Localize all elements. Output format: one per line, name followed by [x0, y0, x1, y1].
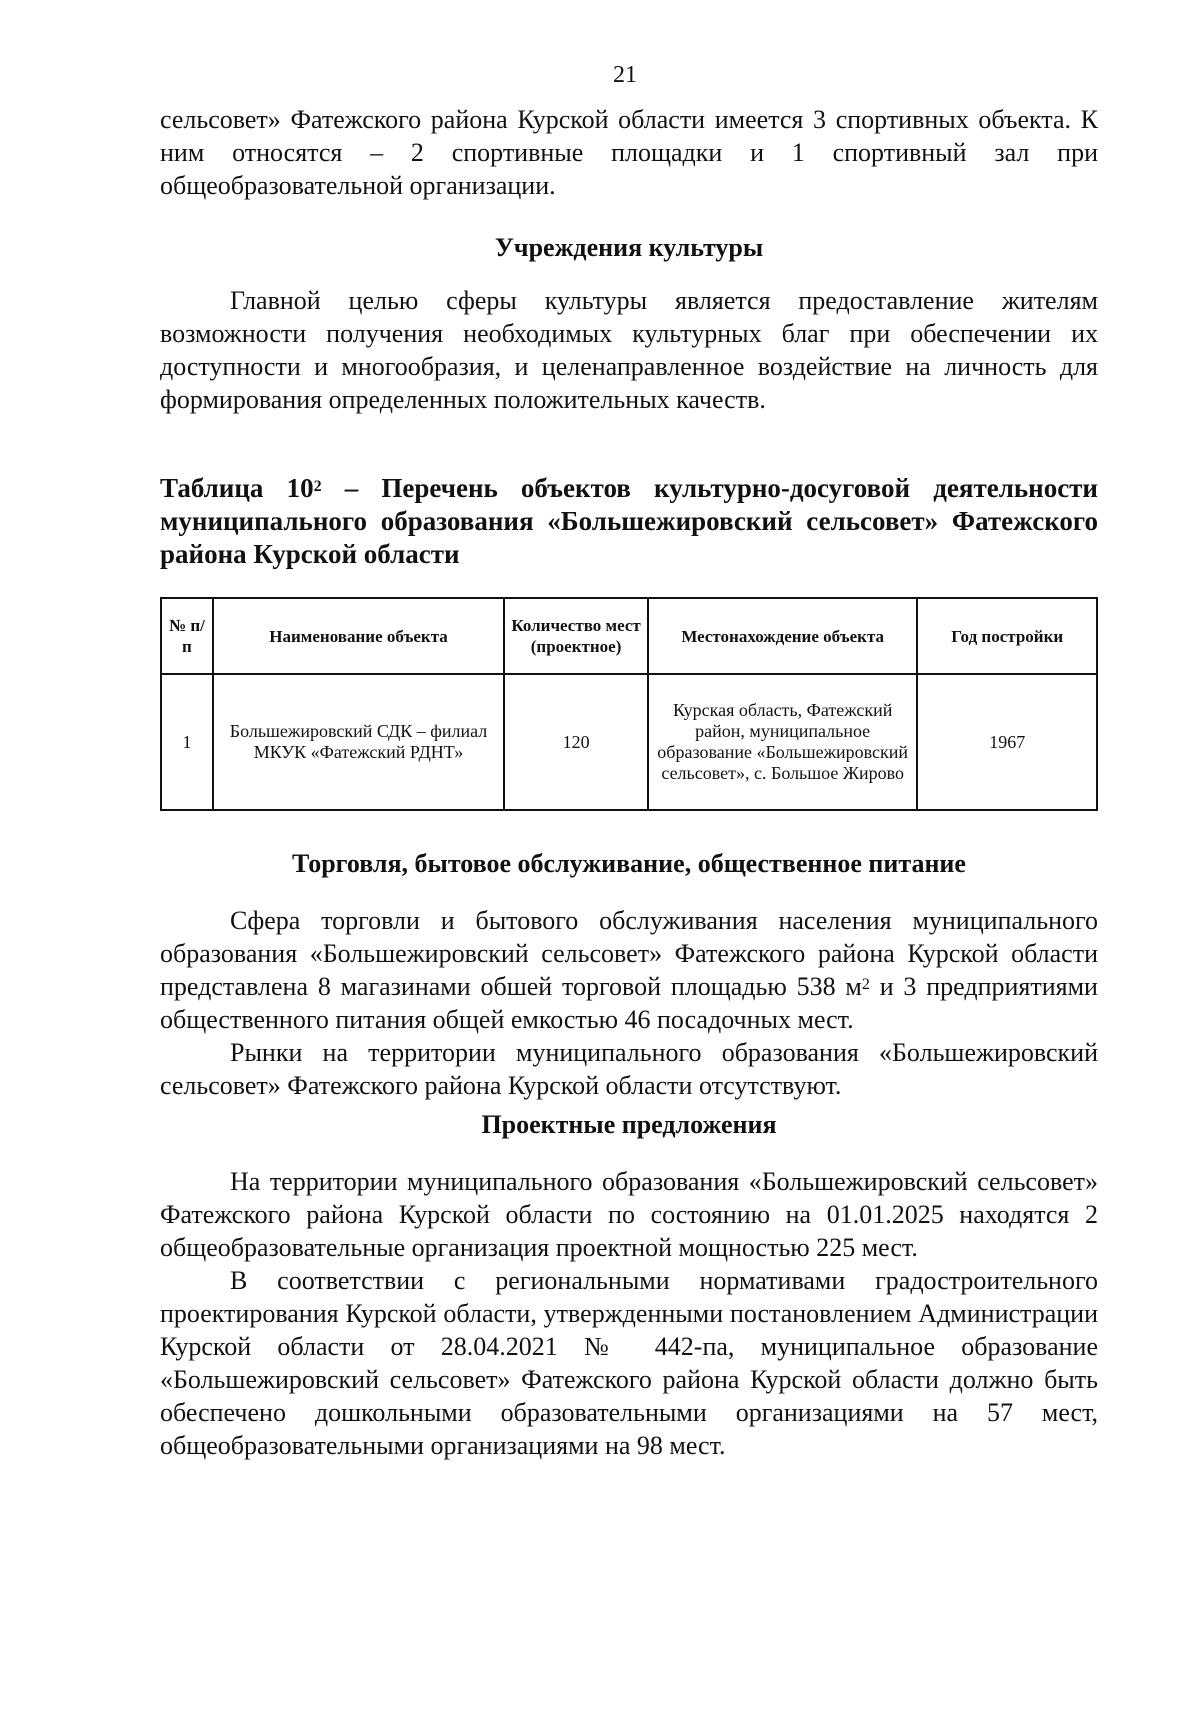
cell-year: 1967 — [917, 674, 1097, 810]
intro-paragraph: сельсовет» Фатежского района Курской области имеется 3 спортивных объекта. К ним относятся – 2 спортивные площадки и 1 спортивный зал при общеобразовательной организации. — [160, 105, 1098, 200]
cell-capacity: 120 — [504, 674, 648, 810]
trade-paragraph-1 — [160, 904, 1098, 1036]
page-number: 21 — [613, 62, 637, 88]
trade-paragraph-1-part-1: Сфера торговли и бытового обслуживания населения муниципального образования «Большежировский сельсовет» Фатежского района Курской области представлена 8 магазинами обшей торговой площадью 538 м — [160, 906, 1098, 1001]
table-row — [161, 674, 1097, 810]
table-caption-text: – Перечень объектов культурно-досуговой деятельности муниципального образования «Большежировский сельсовет» Фатежского района Курской области — [160, 473, 1098, 569]
header-capacity: Количество мест (проектное) — [504, 598, 648, 674]
header-year: Год постройки — [917, 598, 1097, 674]
cell-name: Большежировский СДК – филиал МКУК «Фатежский РДНТ» — [213, 674, 504, 810]
trade-paragraph-2: Рынки на территории муниципального образования «Большежировский сельсовет» Фатежского района Курской области отсутствуют. — [160, 1038, 1098, 1100]
table-header-row — [161, 598, 1097, 674]
culture-paragraph: Главной целью сферы культуры является предоставление жителям возможности получения необходимых культурных благ при обеспечении их доступности и многообразия, и целенаправленное воздействие на личность для формирования определенных положительных качеств. — [160, 286, 1098, 414]
header-num: № п/п — [161, 598, 213, 674]
header-location: Местонахождение объекта — [648, 598, 917, 674]
area-unit-superscript: 2 — [861, 976, 870, 993]
table-caption-superscript: 2 — [313, 478, 322, 495]
proposals-heading: Проектные предложения — [481, 1110, 777, 1139]
cell-location: Курская область, Фатежский район, муниципальное образование «Большежировский сельсовет», с. Большое Жирово — [648, 674, 917, 810]
trade-paragraph-1-part-2: и 3 предприятиями общественного питания общей емкостью 46 посадочных мест. — [160, 972, 1098, 1034]
table-caption — [160, 472, 1098, 571]
page-content — [160, 103, 1098, 1462]
table-caption-prefix: Таблица 10 — [160, 473, 314, 503]
header-name: Наименование объекта — [213, 598, 504, 674]
proposals-paragraph-2: В соответствии с региональными нормативами градостроительного проектирования Курской области, утвержденными постановлением Администрации Курской области от 28.04.2021 № 442-па, муниципальное образование «Большежировский сельсовет» Фатежского района Курской области должно быть обеспечено дошкольными образовательными организациями на 57 мест, общеобразовательными организациями на 98 мест. — [160, 1266, 1098, 1460]
trade-heading: Торговля, бытовое обслуживание, общественное питание — [292, 849, 966, 878]
culture-objects-table — [160, 597, 1098, 811]
cell-num: 1 — [161, 674, 213, 810]
proposals-paragraph-1: На территории муниципального образования «Большежировский сельсовет» Фатежского района Курской области по состоянию на 01.01.2025 находятся 2 общеобразовательные организация проектной мощностью 225 мест. — [160, 1167, 1098, 1262]
culture-heading: Учреждения культуры — [494, 233, 764, 262]
